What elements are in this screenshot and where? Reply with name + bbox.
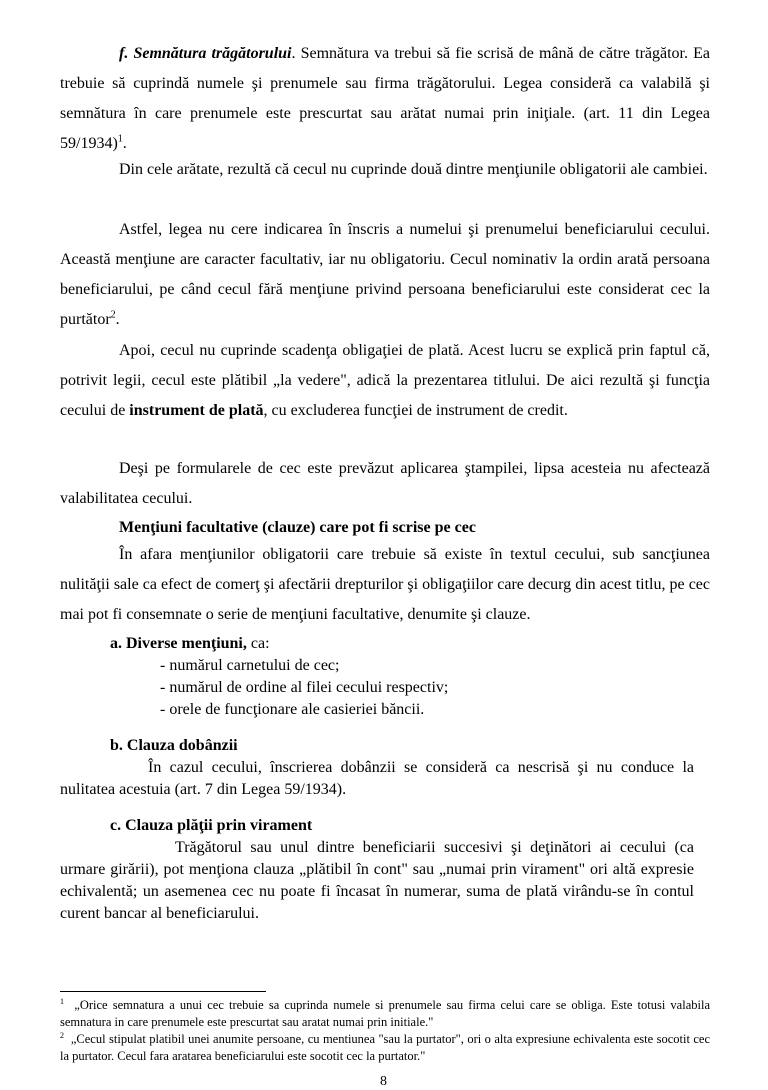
para-f-end: . [122,135,127,152]
page-number: 8 [380,1074,387,1089]
list-item: - orele de funcţionare ale casieriei băncii. [160,701,425,718]
item-b-body [60,757,694,801]
paragraph-f [60,39,710,159]
footnotes [60,997,710,1065]
item-b [110,735,710,757]
footnote-1 [60,997,710,1031]
footnote-2-number: 2 [60,1030,64,1040]
paragraph-2 [60,155,710,185]
item-a-list [60,655,710,721]
footnote-1-number: 1 [60,996,64,1006]
para-5-text: Deşi pe formularele de cec este prevăzut aplicarea ştampilei, lipsa acesteia nu afectează valabilitatea cecului. [60,460,710,507]
section-heading-text: Menţiuni facultative (clauze) care pot fi scrise pe cec [119,519,476,536]
paragraph-3 [60,215,710,335]
item-c-text: Trăgătorul sau unul dintre beneficiarii succesivi şi deţinători ai cecului (ca urmare girării), pot menţiona clauza „plătibil în cont" sau „numai prin virament" ori altă expresie echivalentă; un asemenea cec nu poate fi încasat în numerar, suma de plată virându-se în contul curent bancar al beneficiarului. [60,839,694,922]
para-2-text: Din cele arătate, rezultă că cecul nu cuprinde două dintre menţiunile obligatorii ale cambiei. [119,161,708,178]
item-c-heading: c. Clauza plăţii prin virament [110,817,313,834]
section-f-title: f. Semnătura trăgătorului [119,45,292,62]
item-a-after: ca: [246,635,270,652]
item-c [110,815,710,837]
footnote-2-text: „Cecul stipulat platibil unei anumite persoane, cu mentiunea "sau la purtator", ori o alta expresiune echivalenta este socotit cec la purtator. Cecul fara aratarea beneficiarului este socotit cec la purtator." [60,1032,711,1063]
section-heading [119,517,476,539]
item-c-body [60,837,694,925]
footnote-1-text: „Orice semnatura a unui cec trebuie sa cuprinda numele si prenumele sau firma celui care se obliga. Este totusi valabila semnatura in care prenumele este prescurtat sau aratat numai prin initiale." [60,998,710,1029]
footnote-ref-1[interactable]: 1 [117,133,123,145]
footnote-divider [60,991,266,992]
item-a [110,633,710,655]
item-b-heading: b. Clauza dobânzii [110,737,238,754]
paragraph-5 [60,454,710,514]
paragraph-4 [60,336,710,426]
para-3-end: . [115,311,120,328]
para-6-text: În afara menţiunilor obligatorii care trebuie să existe în textul cecului, sub sancţiunea nulităţii sale ca efect de comerţ şi afectării drepturilor şi obligaţiilor care decurg din acest titlu, pe cec mai pot fi consemnate o serie de menţiuni facultative, denumite şi clauze. [60,546,710,623]
para-4-after: , cu excluderea funcţiei de instrument de credit. [263,402,568,419]
paragraph-6 [60,540,710,630]
list-item: - numărul de ordine al filei cecului respectiv; [160,679,449,696]
item-a-heading: a. Diverse menţiuni, [110,635,247,652]
footnote-ref-2[interactable]: 2 [110,309,116,321]
list-item: - numărul carnetului de cec; [160,657,340,674]
para-3-text: Astfel, legea nu cere indicarea în înscris a numelui şi prenumelui beneficiarului cecului. Această menţiune are caracter facultativ, iar nu obligatoriu. Cecul nominativ la ordin arată persoana beneficiarului, pe când cecul fără menţiune privind persoana beneficiarului este considerat cec la purtător [60,221,710,328]
item-b-text: În cazul cecului, înscrierea dobânzii se consideră ca nescrisă şi nu conduce la nulitatea acestuia (art. 7 din Legea 59/1934). [60,759,694,798]
para-f-text: . Semnătura va trebui să fie scrisă de mână de către trăgător. Ea trebuie să cuprindă numele şi prenumele sau firma trăgătorului. Legea consideră ca valabilă şi semnătura în care prenumele este prescurtat sau arătat numai prin iniţiale. (art. 11 din Legea 59/1934) [60,45,710,152]
para-4-before: Apoi, cecul nu cuprinde scadenţa obligaţiei de plată. Acest lucru se explică prin faptul că, potrivit legii, cecul este plătibil „la vedere", adică la prezentarea titlului. De aici rezultă şi funcţia cecului de [60,342,710,419]
footnote-2 [60,1031,710,1065]
para-4-bold: instrument de plată [129,402,264,419]
